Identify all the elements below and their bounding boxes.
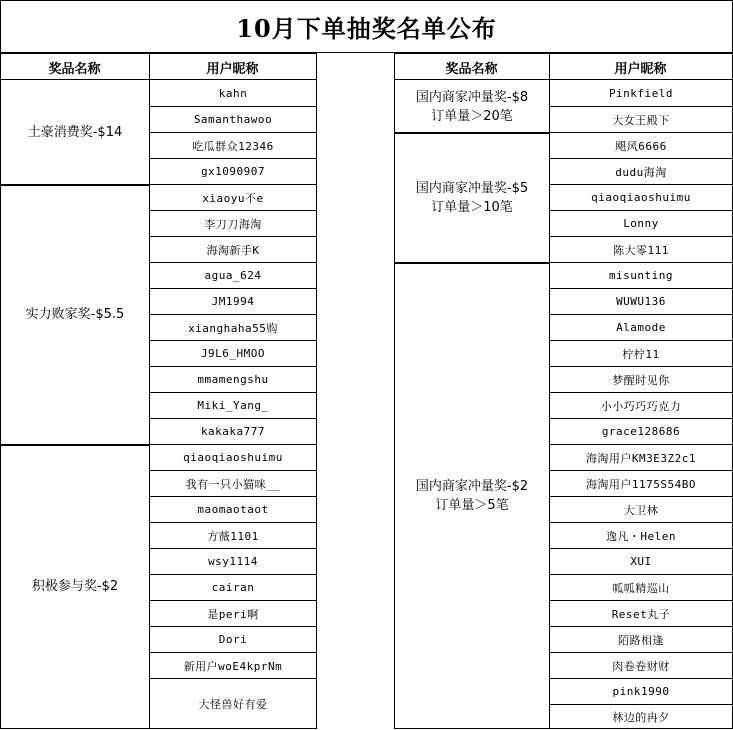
right-user-cell: grace128686 bbox=[601, 425, 681, 438]
grid-line bbox=[149, 548, 317, 549]
grid-line bbox=[149, 158, 317, 159]
left-user-cell: kahn bbox=[218, 87, 248, 100]
right-user-cell: 呱呱精巡山 bbox=[612, 581, 670, 595]
left-user-cell: xianghaha55购 bbox=[188, 321, 278, 335]
grid-line bbox=[394, 262, 550, 264]
right-user-cell: 肉卷卷财财 bbox=[612, 659, 670, 673]
grid-line bbox=[149, 53, 150, 729]
grid-line bbox=[549, 53, 550, 729]
right-user-cell: 飓风6666 bbox=[615, 139, 667, 153]
grid-line bbox=[0, 0, 733, 1]
left-user-cell: maomaotaot bbox=[197, 503, 269, 516]
grid-line bbox=[549, 418, 733, 419]
left-user-cell: JM1994 bbox=[211, 295, 255, 308]
left-user-cell: 新用户woE4kprNm bbox=[183, 659, 283, 673]
right-prize-name: 国内商家冲量奖-$2 bbox=[415, 478, 529, 494]
right-user-cell: 小小巧巧巧克力 bbox=[600, 399, 682, 413]
left-user-header: 用户昵称 bbox=[206, 61, 259, 77]
right-user-cell: 梦醒时见你 bbox=[612, 373, 670, 387]
left-prize-cell: 实力败家奖-$5.5 bbox=[25, 307, 125, 322]
left-user-cell: 李刀刀海淘 bbox=[204, 217, 262, 231]
grid-line bbox=[394, 53, 550, 54]
left-prize-cell: 土豪消费奖-$14 bbox=[27, 125, 123, 140]
grid-line bbox=[549, 106, 733, 107]
right-prize-name: 国内商家冲量奖-$5 bbox=[415, 180, 529, 196]
grid-line bbox=[149, 728, 317, 729]
grid-line bbox=[549, 626, 733, 627]
right-prize-header: 奖品名称 bbox=[445, 61, 498, 77]
right-prize-name: 国内商家冲量奖-$8 bbox=[415, 89, 529, 105]
grid-line bbox=[149, 522, 317, 523]
grid-line bbox=[549, 444, 733, 445]
grid-line bbox=[149, 132, 317, 133]
grid-line bbox=[0, 728, 150, 729]
grid-line bbox=[0, 0, 1, 729]
right-user-cell: 海淘用户KM3E3Z2c1 bbox=[585, 451, 697, 465]
grid-line bbox=[549, 574, 733, 575]
right-user-cell: 逸凡・Helen bbox=[605, 529, 677, 543]
left-user-cell: 大怪兽好有爱 bbox=[198, 697, 268, 711]
grid-line bbox=[549, 600, 733, 601]
grid-line bbox=[394, 728, 733, 729]
grid-line bbox=[549, 210, 733, 211]
grid-line bbox=[149, 236, 317, 237]
grid-line bbox=[149, 626, 317, 627]
grid-line bbox=[149, 53, 317, 54]
grid-line bbox=[549, 392, 733, 393]
grid-line bbox=[549, 496, 733, 497]
right-user-cell: Reset丸子 bbox=[611, 607, 671, 621]
grid-line bbox=[549, 132, 733, 133]
right-user-cell: 林边的冉夕 bbox=[612, 710, 670, 724]
right-user-cell: XUI bbox=[630, 555, 652, 568]
left-user-cell: J9L6_HMOO bbox=[200, 347, 266, 360]
right-user-cell: 陌路相逢 bbox=[618, 633, 664, 647]
left-user-cell: wsy1114 bbox=[208, 555, 258, 568]
right-user-cell: 大卫林 bbox=[623, 503, 659, 517]
grid-line bbox=[149, 262, 317, 263]
right-user-cell: 大女王殿下 bbox=[612, 113, 670, 127]
grid-line bbox=[149, 210, 317, 211]
right-user-cell: Pinkfield bbox=[608, 87, 674, 100]
grid-line bbox=[149, 106, 317, 107]
grid-line bbox=[149, 574, 317, 575]
grid-line bbox=[394, 132, 550, 134]
grid-line bbox=[549, 314, 733, 315]
right-user-cell: 陈大零111 bbox=[613, 243, 669, 257]
right-prize-cell bbox=[395, 81, 549, 132]
grid-line bbox=[549, 340, 733, 341]
grid-line bbox=[0, 444, 150, 446]
grid-line bbox=[149, 600, 317, 601]
right-user-cell: misunting bbox=[608, 269, 674, 282]
grid-line bbox=[149, 496, 317, 497]
left-prize-cell: 积极参与奖-$2 bbox=[31, 579, 119, 594]
left-user-cell: Miki_Yang_ bbox=[197, 399, 269, 412]
grid-line bbox=[149, 366, 317, 367]
grid-line bbox=[549, 470, 733, 471]
grid-line bbox=[549, 158, 733, 159]
left-user-cell: Dori bbox=[218, 633, 248, 646]
left-user-cell: 方薇1101 bbox=[207, 529, 259, 543]
grid-line bbox=[549, 652, 733, 653]
grid-line bbox=[549, 522, 733, 523]
grid-line bbox=[549, 548, 733, 549]
left-user-cell: agua_624 bbox=[204, 269, 262, 282]
grid-line bbox=[316, 53, 317, 729]
left-user-cell: gx1090907 bbox=[200, 165, 266, 178]
grid-line bbox=[149, 444, 317, 445]
grid-line bbox=[0, 53, 150, 54]
right-user-cell: Alamode bbox=[616, 321, 666, 334]
left-user-cell: qiaoqiaoshuimu bbox=[183, 451, 283, 464]
left-user-cell: cairan bbox=[211, 581, 255, 594]
grid-line bbox=[0, 79, 317, 80]
left-user-cell: 吃瓜群众12346 bbox=[192, 139, 274, 153]
left-user-cell: kakaka777 bbox=[200, 425, 266, 438]
left-user-cell: xiaoyu不e bbox=[202, 191, 264, 205]
grid-line bbox=[149, 288, 317, 289]
right-user-cell: Lonny bbox=[623, 217, 659, 230]
right-user-cell: pink1990 bbox=[612, 685, 670, 698]
grid-line bbox=[549, 262, 733, 263]
left-user-cell: 海淘新手K bbox=[206, 243, 260, 257]
left-user-cell: 我有一只小猫咪__ bbox=[185, 477, 281, 491]
grid-line bbox=[149, 678, 317, 679]
page-title: 10月下单抽奖名单公布 bbox=[236, 14, 497, 43]
grid-line bbox=[549, 678, 733, 679]
grid-line bbox=[549, 53, 733, 54]
right-prize-condition: 订单量＞20笔 bbox=[431, 108, 513, 124]
grid-line bbox=[149, 184, 317, 185]
grid-line bbox=[549, 366, 733, 367]
grid-line bbox=[0, 184, 150, 186]
grid-line bbox=[394, 79, 733, 80]
grid-line bbox=[549, 704, 733, 705]
grid-line bbox=[149, 418, 317, 419]
left-user-cell: 是peri啊 bbox=[207, 607, 259, 621]
left-user-cell: mmamengshu bbox=[197, 373, 269, 386]
right-user-header: 用户昵称 bbox=[614, 61, 667, 77]
grid-line bbox=[149, 340, 317, 341]
right-user-cell: dudu海淘 bbox=[615, 165, 667, 179]
right-prize-cell bbox=[395, 263, 549, 728]
right-user-cell: WUWU136 bbox=[616, 295, 666, 308]
grid-line bbox=[149, 652, 317, 653]
right-prize-condition: 订单量＞5笔 bbox=[435, 497, 509, 513]
grid-line bbox=[549, 288, 733, 289]
grid-line bbox=[149, 470, 317, 471]
right-user-cell: 柠柠11 bbox=[622, 347, 660, 361]
right-prize-cell bbox=[395, 133, 549, 262]
grid-line bbox=[149, 314, 317, 315]
grid-line bbox=[149, 392, 317, 393]
grid-line bbox=[394, 53, 395, 729]
grid-line bbox=[549, 184, 733, 185]
left-user-cell: Samanthawoo bbox=[193, 113, 273, 126]
right-prize-condition: 订单量＞10笔 bbox=[431, 199, 513, 215]
grid-line bbox=[549, 236, 733, 237]
left-prize-header: 奖品名称 bbox=[48, 61, 101, 77]
right-user-cell: qiaoqiaoshuimu bbox=[591, 191, 691, 204]
right-user-cell: 海淘用户1175S54BO bbox=[585, 477, 697, 491]
